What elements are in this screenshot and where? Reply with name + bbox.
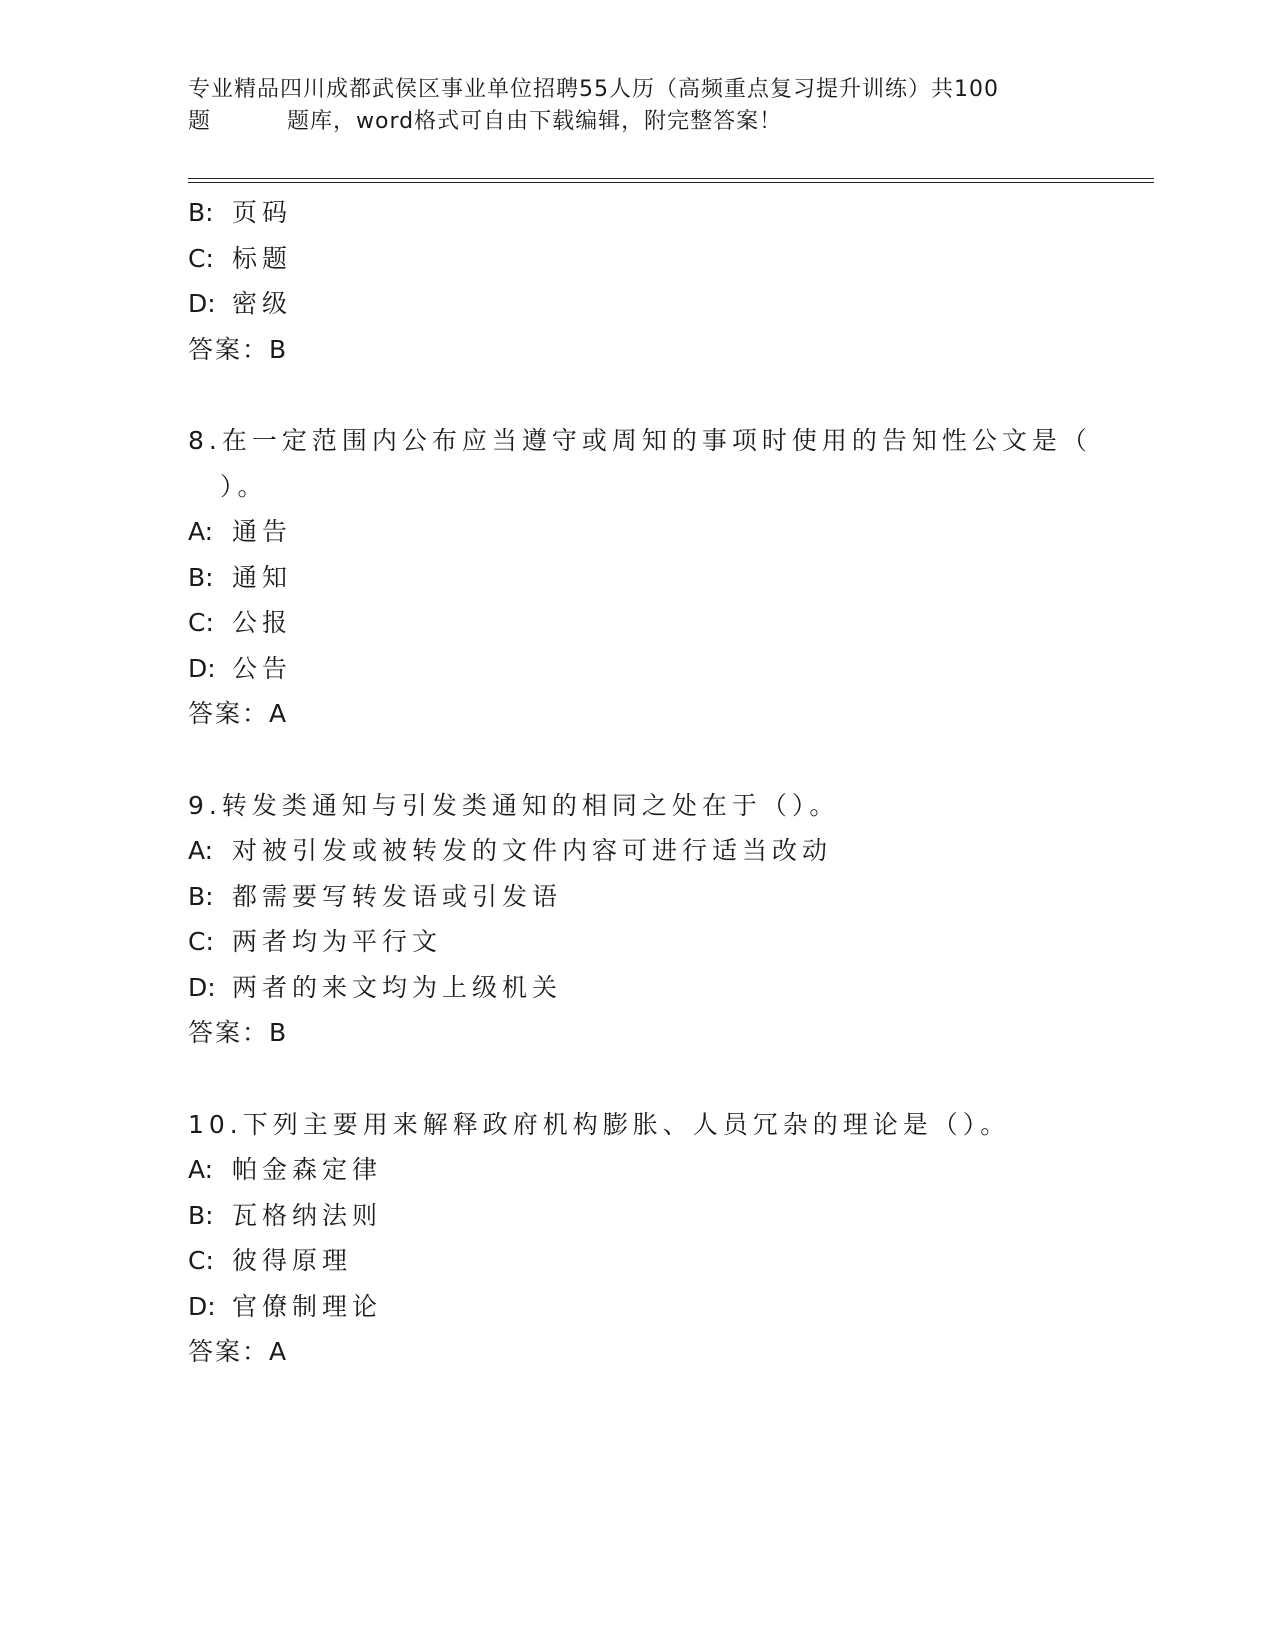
option-c [188, 1238, 1088, 1284]
option-text: 密级 [232, 289, 293, 318]
header-title-line1: 专业精品四川成都武侯区事业单位招聘55人历（高频重点复习提升训练）共100 [188, 77, 999, 102]
option-letter: D: [188, 1291, 216, 1321]
option-text: 通知 [232, 562, 293, 592]
option-letter: A: [188, 517, 214, 546]
option-d [188, 281, 1088, 327]
option-b [188, 190, 1088, 236]
option-b [188, 1193, 1088, 1239]
option-letter: D: [188, 653, 216, 683]
option-a [188, 828, 1088, 874]
option-a [188, 509, 1088, 555]
header-divider-bottom [188, 182, 1154, 183]
question-stem: 10.下列主要用来解释政府机构膨胀、人员冗杂的理论是（）。 [188, 1109, 1011, 1139]
option-text: 公告 [232, 653, 293, 683]
answer-line: 答案：A [188, 699, 289, 728]
option-text: 瓦格纳法则 [232, 1200, 383, 1230]
question-list [188, 190, 1092, 1375]
option-d [188, 646, 1088, 692]
question-block-7 [188, 190, 1088, 372]
option-letter: B: [188, 1200, 214, 1230]
option-text: 公报 [232, 608, 293, 637]
option-letter: C: [188, 608, 214, 637]
option-c [188, 236, 1088, 282]
option-text: 页码 [232, 198, 293, 227]
question-stem: 8.在一定范围内公布应当遵守或周知的事项时使用的告知性公文是（ [188, 426, 1092, 455]
option-letter: D: [188, 972, 216, 1002]
option-letter: D: [188, 289, 216, 318]
option-text: 对被引发或被转发的文件内容可进行适当改动 [232, 836, 833, 865]
option-c [188, 919, 1088, 965]
header-title-line2-start: 题 [188, 109, 212, 134]
option-letter: C: [188, 927, 214, 956]
header-title-line2 [188, 106, 1088, 138]
option-b [188, 874, 1088, 920]
option-text: 都需要写转发语或引发语 [232, 881, 563, 911]
option-b [188, 555, 1088, 601]
option-text: 通告 [232, 517, 293, 546]
option-text: 官僚制理论 [232, 1291, 383, 1321]
option-letter: A: [188, 1155, 214, 1184]
option-text: 帕金森定律 [232, 1155, 383, 1184]
option-letter: A: [188, 836, 214, 865]
document-header [188, 74, 1088, 138]
question-stem: 9.转发类通知与引发类通知的相同之处在于（）。 [188, 790, 840, 820]
answer-line: 答案：B [188, 1018, 289, 1047]
option-letter: C: [188, 1246, 214, 1275]
header-title-line2-rest: 题库，word格式可自由下载编辑，附完整答案！ [287, 109, 783, 134]
option-c [188, 600, 1088, 646]
option-letter: C: [188, 243, 214, 273]
question-stem-continued: ）。 [220, 471, 268, 501]
option-letter: B: [188, 198, 214, 227]
question-block-9 [188, 783, 1088, 1056]
option-a [188, 1147, 1088, 1193]
header-divider-top [188, 178, 1154, 179]
answer-line: 答案：A [188, 1337, 289, 1366]
option-d [188, 1284, 1088, 1330]
option-text: 两者的来文均为上级机关 [232, 972, 563, 1002]
question-block-8 [188, 418, 1092, 737]
option-letter: B: [188, 881, 214, 911]
question-block-10 [188, 1102, 1088, 1375]
option-text: 两者均为平行文 [232, 927, 443, 956]
option-text: 标题 [232, 243, 293, 273]
answer-line: 答案：B [188, 334, 289, 364]
option-text: 彼得原理 [232, 1246, 353, 1275]
option-d [188, 965, 1088, 1011]
option-letter: B: [188, 562, 214, 592]
